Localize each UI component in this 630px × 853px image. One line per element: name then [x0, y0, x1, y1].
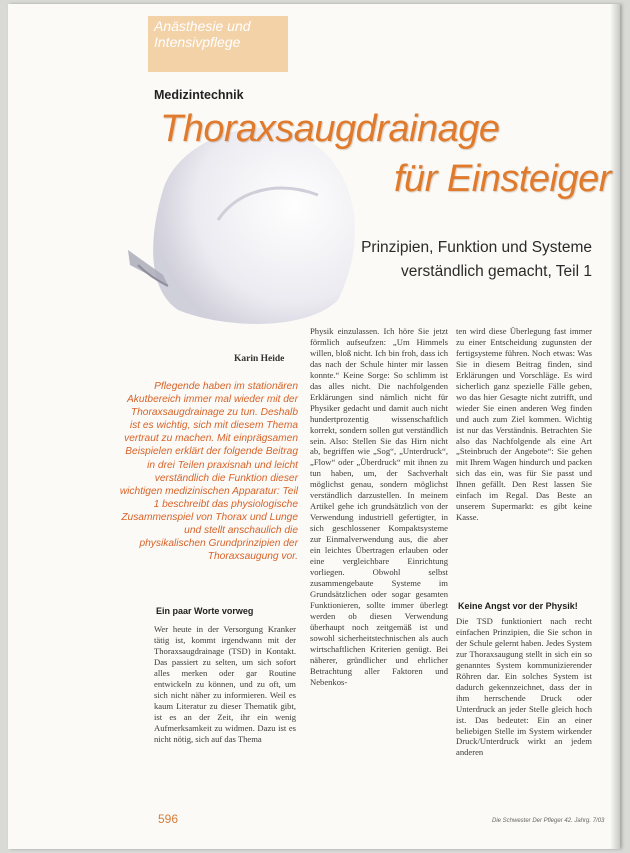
subtitle-line-1: Prinzipien, Funktion und Systeme: [361, 239, 592, 256]
body-column-2: [310, 326, 448, 687]
body-paragraph: Die TSD funktioniert nach recht einfachen Prinzipien, die Sie schon in der Schule gelernt haben. Jedes System zur Thoraxsaugung stellt in sich ein so genanntes System kommunizierender Röhren dar. Ein solches System ist dadurch gekennzeichnet, dass der in ihm herrschende Druck oder Unterdruck an jeder Stelle gleich hoch ist. Das bedeutet: Ein an einer beliebigen Stelle im System wirkender Druck/Unterdruck wirkt an jedem anderen: [456, 616, 592, 758]
body-paragraph: Physik einzulassen. Ich höre Sie jetzt förmlich aufseufzen: „Um Himmels willen, bloß nicht. Ich bin froh, dass ich das nach der Schule hinter mir lassen konnte.“ Keine Sorge: So schlimm ist das alles nicht. Die nachfolgenden Erklärungen sind nämlich nicht für Physiker gedacht und damit auch nicht hundertprozentig wissenschaftlich korrekt, sondern sollen gut verständlich sein. Also: Stellen Sie das Hirn nicht ab, begriffen wie „Sog“, „Unterdruck“, „Flow“ oder „Überdruck“ mit ihnen zu tun haben, um, der Sachverhalt möglichst genau, sondern möglichst verständlich darzustellen. In meinem Artikel gehe ich grundsätzlich von der Verwendung industriell gefertigter, in sich geschlossener Kompaktsysteme zur Einmalverwendung aus, die aber ein leichtes Übertragen erlauben oder eine vergleichbare Einrichtung vorliegen. Obwohl selbst zusammengebaute Systeme im Grundsätzlichen oder sogar gesamten Funktionieren, sollte immer überlegt werden ob diesen Verwendung überhaupt noch zeitgemäß ist und sowohl sicherheitstechnischen als auch wirtschaftlichen Kriterien genügt. Bei näherer, gründlicher und ehrlicher Betrachtung aller Faktoren und Nebenkos-: [310, 326, 448, 687]
subtitle: [292, 236, 592, 284]
subtitle-line-2: verständlich gemacht, Teil 1: [401, 263, 592, 280]
section-label: Anästhesie und Intensivpflege: [154, 18, 251, 50]
kicker: Medizintechnik: [154, 88, 244, 102]
author-name: Karin Heide: [234, 354, 285, 364]
lead-paragraph: Pflegende haben im stationären Akutbereich immer mal wieder mit der Thoraxsaugdrainage zu tun. Deshalb ist es wichtig, sich mit diesem Thema vertraut zu machen. Mit einprägsamen Beispielen erklärt der folgende Beitrag in drei Teilen praxisnah und leicht verständlich die Funktion dieser wichtigen medizinischen Apparatur: Teil 1 beschreibt das physiologische Zusammenspiel von Thorax und Lunge und stellt anschaulich die physikalischen Grundprinzipien der Thoraxsaugung vor.: [119, 381, 298, 563]
body-column-3b: [456, 616, 592, 758]
body-column-1: [154, 624, 296, 744]
title-line-2: für Einsteiger: [394, 158, 611, 200]
body-paragraph: ten wird diese Überlegung fast immer zu einer Entscheidung zugunsten der fertigsysteme führen. Noch etwas: Was Sie in diesem Beitrag finden, sind Erklärungen und Vorschläge. Es wird sicherlich ganz spezielle Fälle geben, wo das hier Gesagte nicht zutrifft, und wieder Sie einen anderen Weg finden und auch zum Ziel kommen. Wichtig ist nur das Verständnis. Betrachten Sie also das Nachfolgende als eine Art „Steinbruch der Angebote“: Sie gehen mit Ihrem Wagen hindurch und packen sich das ein, was für Sie passt und Ihnen gefällt. Den Rest lassen Sie einfach im Regal. Das Beste an unserem Supermarkt: es gibt keine Kasse.: [456, 326, 592, 523]
section-heading-1: Ein paar Worte vorweg: [156, 606, 254, 616]
body-paragraph: Wer heute in der Versorgung Kranker tätig ist, kommt irgendwann mit der Thoraxsaugdrainage (TSD) in Kontakt. Das passiert zu selten, um sich sofort alles merken oder gar Routine entwickeln zu können, und zu oft, um sich nicht näher zu informieren. Weil es kaum Literatur zu dieser Thematik gibt, ist es an der Zeit, ihr ein wenig Aufmerksamkeit zu widmen. Dazu ist es nicht nötig, sich auf das Thema: [154, 624, 296, 744]
page-fold-shadow: [610, 4, 620, 849]
title-line-1: Thoraxsaugdrainage: [160, 108, 500, 150]
body-column-3: [456, 326, 592, 523]
section-heading-2: Keine Angst vor der Physik!: [458, 601, 578, 611]
journal-footer: Die Schwester Der Pfleger 42. Jahrg. 7/03: [492, 818, 605, 824]
magazine-page: [8, 4, 620, 849]
page-number: 596: [158, 812, 179, 826]
